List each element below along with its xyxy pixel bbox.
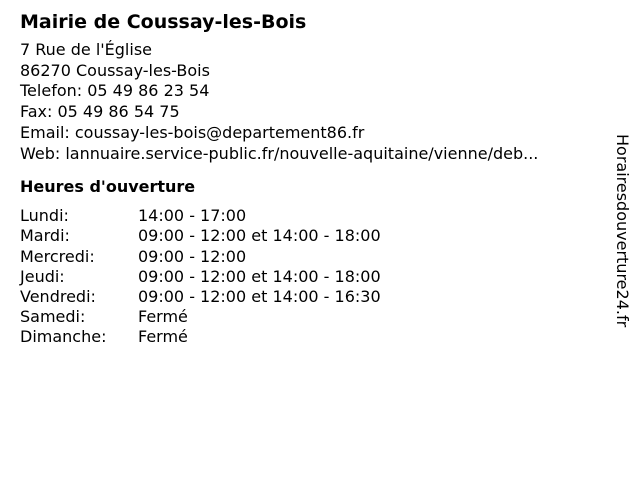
hours-row-thursday bbox=[20, 267, 600, 287]
place-card bbox=[20, 8, 600, 348]
day-label: Vendredi: bbox=[20, 287, 96, 307]
day-label: Dimanche: bbox=[20, 327, 107, 347]
address-city: 86270 Coussay-les-Bois bbox=[20, 60, 210, 80]
time-value: Fermé bbox=[138, 327, 188, 347]
time-value: 09:00 - 12:00 et 14:00 - 18:00 bbox=[138, 226, 381, 246]
email-line: Email: coussay-les-bois@departement86.fr bbox=[20, 122, 365, 142]
hours-row-wednesday bbox=[20, 247, 600, 267]
hours-row-saturday bbox=[20, 307, 600, 327]
hours-heading: Heures d'ouverture bbox=[20, 177, 196, 197]
place-title: Mairie de Coussay-les-Bois bbox=[20, 11, 307, 33]
time-value: 09:00 - 12:00 et 14:00 - 18:00 bbox=[138, 266, 381, 286]
day-label: Mercredi: bbox=[20, 246, 95, 266]
hours-row-friday bbox=[20, 287, 600, 307]
fax-line: Fax: 05 49 86 54 75 bbox=[20, 102, 180, 122]
time-value: Fermé bbox=[138, 307, 188, 327]
hours-row-tuesday bbox=[20, 226, 600, 246]
day-label: Mardi: bbox=[20, 226, 70, 246]
address-street: 7 Rue de l'Église bbox=[20, 40, 152, 59]
day-label: Lundi: bbox=[20, 206, 69, 226]
time-value: 14:00 - 17:00 bbox=[138, 206, 247, 226]
phone-line: Telefon: 05 49 86 23 54 bbox=[20, 81, 210, 101]
hours-row-sunday bbox=[20, 327, 600, 347]
time-value: 09:00 - 12:00 et 14:00 - 16:30 bbox=[138, 287, 381, 307]
web-line: Web: lannuaire.service-public.fr/nouvelle-aquitaine/vienne/deb... bbox=[20, 143, 539, 163]
day-label: Samedi: bbox=[20, 307, 86, 327]
time-value: 09:00 - 12:00 bbox=[138, 246, 247, 266]
contact-info bbox=[20, 40, 600, 164]
opening-hours-table bbox=[20, 206, 600, 347]
hours-row-monday bbox=[20, 206, 600, 226]
side-brand-watermark: Horairesdouverture24.fr bbox=[613, 134, 632, 328]
day-label: Jeudi: bbox=[20, 266, 65, 286]
